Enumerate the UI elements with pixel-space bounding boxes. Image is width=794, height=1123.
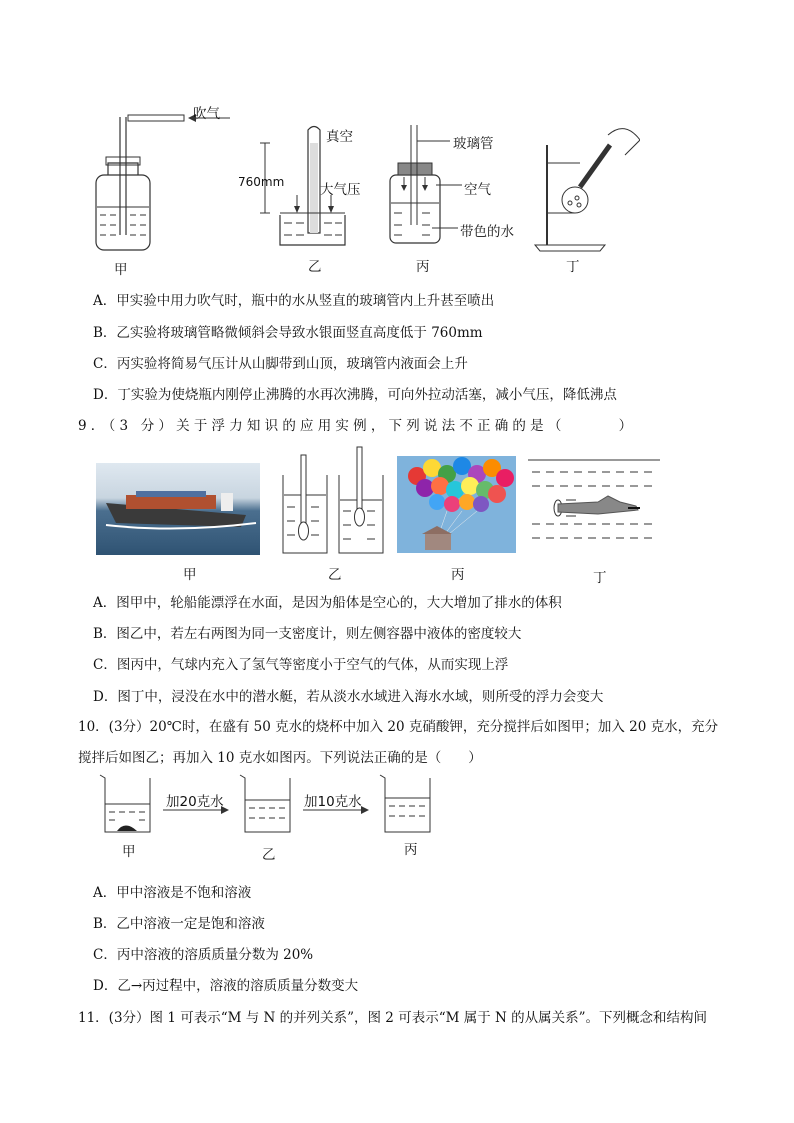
- q9-stem: 9．（3 分）关于浮力知识的应用实例，下列说法不正确的是（ ）: [78, 418, 637, 434]
- label-colored-water: 带色的水: [460, 224, 514, 240]
- arrow2-label: 加10克水: [304, 794, 362, 810]
- q9-fig-label-ding: 丁: [593, 570, 607, 586]
- label-air: 空气: [464, 182, 491, 198]
- label-760mm: 760mm: [238, 175, 285, 189]
- fig-label-bing: 丙: [416, 259, 430, 275]
- beaker-yi: [240, 775, 290, 832]
- flask-stand-figure: [535, 129, 640, 251]
- q10-option-c: C．丙中溶液的溶质质量分数为 20%: [93, 947, 314, 963]
- q10-beakers: [95, 770, 450, 840]
- label-vacuum: 真空: [326, 129, 353, 145]
- label-pressure: 大气压: [320, 182, 361, 198]
- q10-option-a: A．甲中溶液是不饱和溶液: [93, 885, 252, 901]
- q9-fig-label-yi: 乙: [328, 567, 342, 583]
- q9-fig-label-jia: 甲: [183, 567, 197, 583]
- q9-option-d: D．图丁中，浸没在水中的潜水艇，若从淡水水域进入海水水域，则所受的浮力会变大: [93, 689, 604, 705]
- q8-option-c: C．丙实验将简易气压计从山脚带到山顶，玻璃管内液面会上升: [93, 356, 468, 372]
- q9-option-b: B．图乙中，若左右两图为同一支密度计，则左侧容器中液体的密度较大: [93, 626, 522, 642]
- q10-option-d: D．乙→丙过程中，溶液的溶质质量分数变大: [93, 978, 359, 994]
- submarine-figure: [528, 456, 660, 554]
- q10-fig-label-jia: 甲: [122, 844, 136, 860]
- q9-option-c: C．图丙中，气球内充入了氢气等密度小于空气的气体，从而实现上浮: [93, 657, 509, 673]
- q10-stem-line2: 搅拌后如图乙；再加入 10 克水如图丙。下列说法正确的是（ ）: [78, 750, 482, 766]
- beaker-bing: [380, 775, 430, 832]
- q8-option-a: A．甲实验中用力吹气时，瓶中的水从竖直的玻璃管内上升甚至喷出: [93, 293, 495, 309]
- simple-barometer-figure: [390, 125, 462, 243]
- arrow1-label: 加20克水: [166, 794, 224, 810]
- fig-label-jia: 甲: [114, 262, 128, 278]
- blow-bottle-figure: [96, 114, 230, 250]
- label-glass-tube: 玻璃管: [453, 136, 494, 152]
- q10-stem-line1: 10．(3分）20℃时，在盛有 50 克水的烧杯中加入 20 克硝酸钾，充分搅拌后如图甲；加入 20 克水，充分: [78, 719, 719, 735]
- q9-fig-label-bing: 丙: [451, 567, 465, 583]
- q9-option-a: A．图甲中，轮船能漂浮在水面，是因为船体是空心的，大大增加了排水的体积: [93, 595, 562, 611]
- label-blow: 吹气: [193, 106, 220, 122]
- q10-fig-label-yi: 乙: [262, 847, 276, 863]
- ship-image: [96, 463, 260, 555]
- q8-option-d: D．丁实验为使烧瓶内刚停止沸腾的水再次沸腾，可向外拉动活塞，减小气压，降低沸点: [93, 387, 617, 403]
- q10-fig-label-bing: 丙: [404, 842, 418, 858]
- balloon-house-image: [397, 456, 516, 553]
- beaker-jia: [100, 775, 150, 832]
- hydrometer-beakers: [275, 445, 387, 557]
- q11-stem: 11．(3分）图 1 可表示“M 与 N 的并列关系”，图 2 可表示“M 属于 N 的从属关系”。下列概念和结构间: [78, 1010, 708, 1026]
- q10-option-b: B．乙中溶液一定是饱和溶液: [93, 916, 265, 932]
- fig-label-yi: 乙: [308, 259, 322, 275]
- fig-label-ding: 丁: [566, 259, 580, 275]
- q8-option-b: B．乙实验将玻璃管略微倾斜会导致水银面竖直高度低于 760mm: [93, 325, 483, 341]
